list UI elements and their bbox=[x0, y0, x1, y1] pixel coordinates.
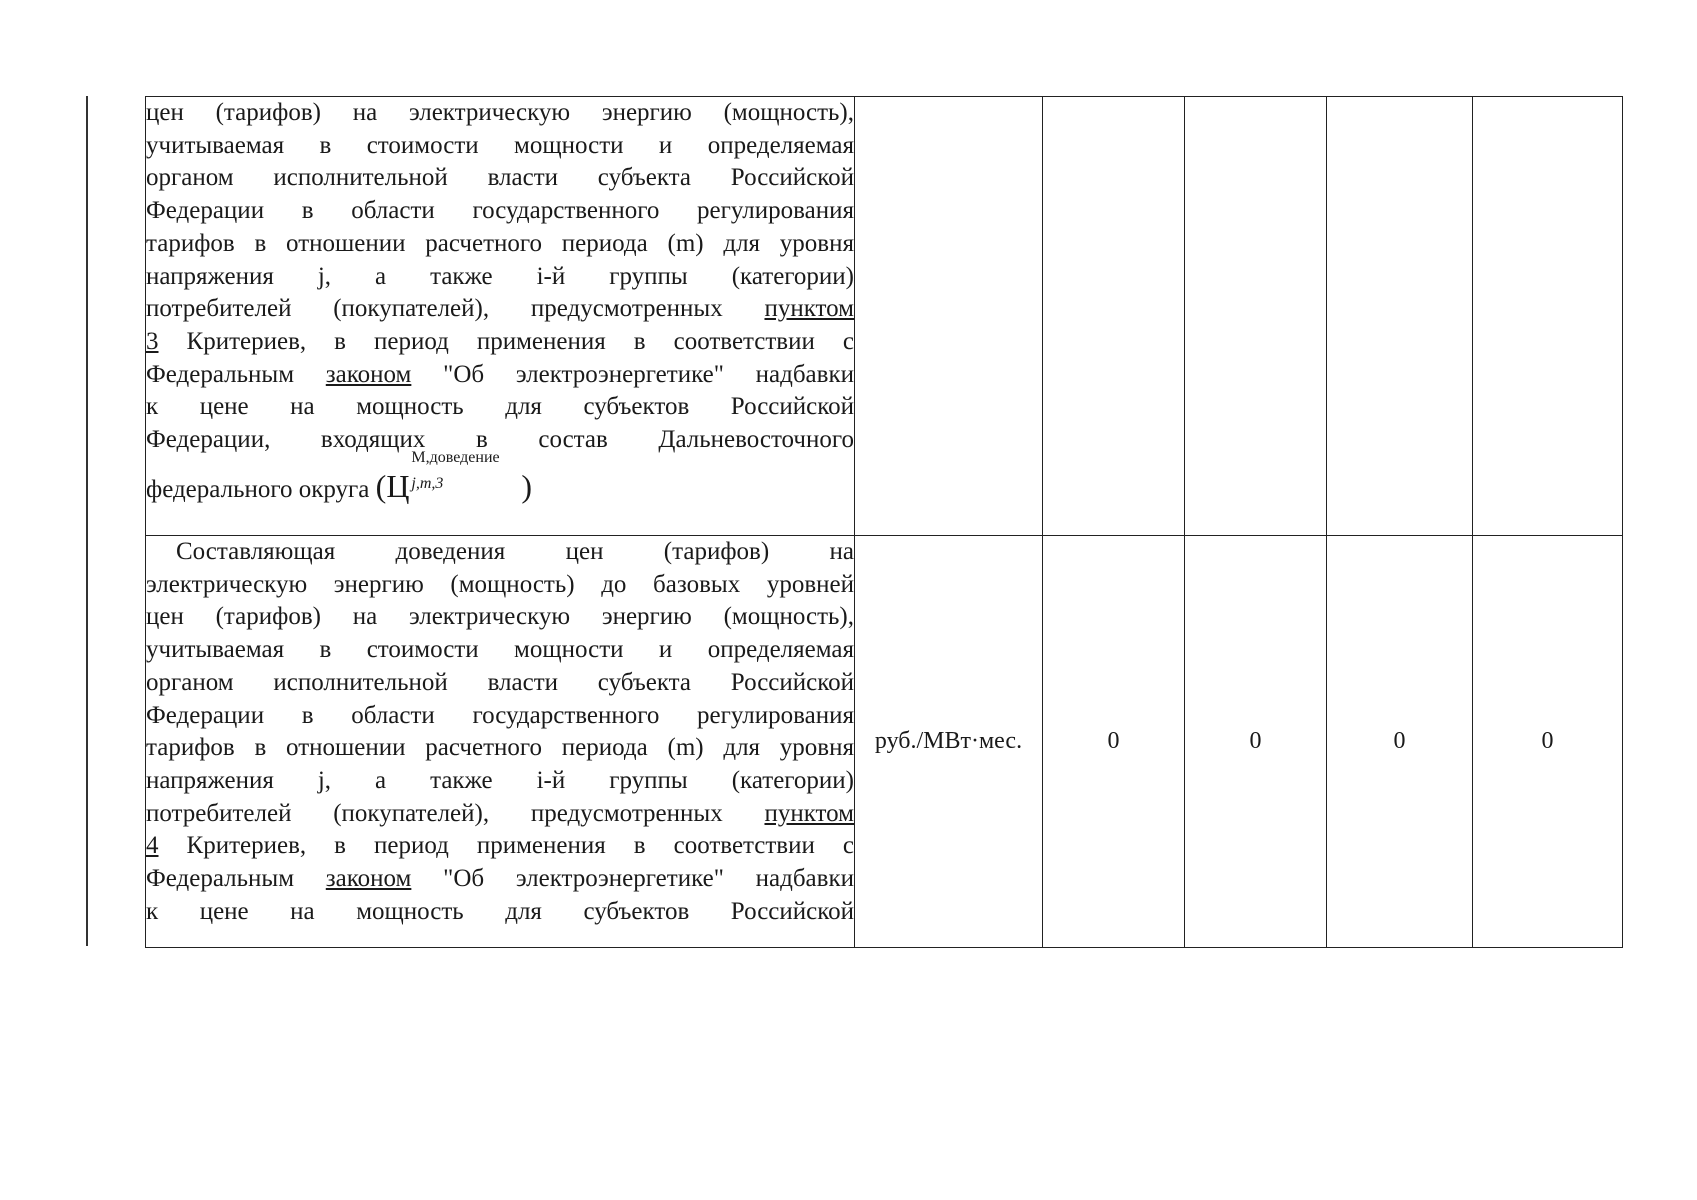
value-cell: 0 bbox=[1327, 536, 1473, 948]
value-cell bbox=[1185, 97, 1327, 536]
formula bbox=[375, 448, 533, 507]
value-cell: 0 bbox=[1473, 536, 1623, 948]
text-line: учитываемая в стоимости мощности и определяемая bbox=[146, 131, 854, 159]
text-fragment: федерального округа bbox=[146, 475, 376, 503]
text-fragment: Федеральным bbox=[146, 360, 326, 388]
text-line: Федерации в области государственного регулирования bbox=[146, 197, 854, 225]
text-line bbox=[146, 798, 854, 831]
text-fragment: потребителей (покупателей), предусмотренных bbox=[146, 799, 765, 827]
text-line bbox=[146, 326, 854, 359]
law-link[interactable]: законом bbox=[325, 865, 412, 893]
text-line bbox=[146, 830, 854, 863]
text-line: учитываемая в стоимости мощности и определяемая bbox=[146, 636, 854, 664]
point-link[interactable]: пунктом bbox=[764, 799, 854, 827]
law-link[interactable]: законом bbox=[325, 360, 412, 388]
text-line: Федерации, входящих в состав Дальневосточного bbox=[146, 426, 854, 454]
table-row bbox=[146, 536, 1623, 948]
point-number-link[interactable]: 4 bbox=[146, 832, 159, 860]
value-cell bbox=[1473, 97, 1623, 536]
text-line: к цене на мощность для субъектов Российской bbox=[146, 393, 854, 421]
table-row bbox=[146, 97, 1623, 536]
text-line: напряжения j, а также i-й группы (категории) bbox=[146, 766, 854, 794]
text-line: цен (тарифов) на электрическую энергию (мощность), bbox=[146, 603, 854, 631]
text-fragment: Федеральным bbox=[146, 865, 326, 893]
row-description bbox=[146, 97, 855, 536]
point-link[interactable]: пунктом bbox=[764, 295, 854, 323]
value-cell: 0 bbox=[1043, 536, 1185, 948]
formula-base: Ц bbox=[386, 467, 410, 504]
margin-line bbox=[86, 96, 88, 946]
text-line: органом исполнительной власти субъекта Российской bbox=[146, 668, 854, 696]
text-line: тарифов в отношении расчетного периода (m) для уровня bbox=[146, 734, 854, 762]
text-fragment: Критериев, в период применения в соответствии с bbox=[158, 832, 854, 860]
text-line bbox=[146, 293, 854, 326]
formula-paren: ( bbox=[375, 467, 387, 504]
text-line bbox=[146, 359, 854, 392]
text-fragment: потребителей (покупателей), предусмотренных bbox=[146, 295, 765, 323]
text-fragment: Составляющая доведения цен (тарифов) на bbox=[176, 538, 854, 565]
formula-superscript: М,доведение bbox=[411, 448, 500, 466]
text-line bbox=[146, 536, 854, 569]
unit-cell: руб./МВт·мес. bbox=[855, 536, 1043, 948]
text-line: цен (тарифов) на электрическую энергию (мощность), bbox=[146, 99, 854, 126]
value-cell: 0 bbox=[1185, 536, 1327, 948]
value-cell bbox=[1327, 97, 1473, 536]
text-line bbox=[146, 863, 854, 896]
text-line: к цене на мощность для субъектов Российской bbox=[146, 897, 854, 925]
point-number-link[interactable]: 3 bbox=[146, 327, 159, 355]
tariff-table bbox=[145, 96, 1623, 948]
text-fragment: "Об электроэнергетике" надбавки bbox=[411, 865, 854, 893]
text-fragment: Критериев, в период применения в соответствии с bbox=[158, 327, 854, 355]
formula-scripts bbox=[409, 448, 521, 503]
formula-paren: ) bbox=[521, 467, 533, 504]
formula-subscript: j,m,3 bbox=[411, 474, 444, 492]
text-line: напряжения j, а также i-й группы (категории) bbox=[146, 262, 854, 290]
unit-cell bbox=[855, 97, 1043, 536]
value-cell bbox=[1043, 97, 1185, 536]
text-line bbox=[146, 448, 854, 507]
text-line: тарифов в отношении расчетного периода (m) для уровня bbox=[146, 229, 854, 257]
row-description bbox=[146, 536, 855, 948]
text-line: электрическую энергию (мощность) до базовых уровней bbox=[146, 570, 854, 598]
text-line: органом исполнительной власти субъекта Российской bbox=[146, 164, 854, 192]
text-line: Федерации в области государственного регулирования bbox=[146, 701, 854, 729]
text-fragment: "Об электроэнергетике" надбавки bbox=[411, 360, 854, 388]
